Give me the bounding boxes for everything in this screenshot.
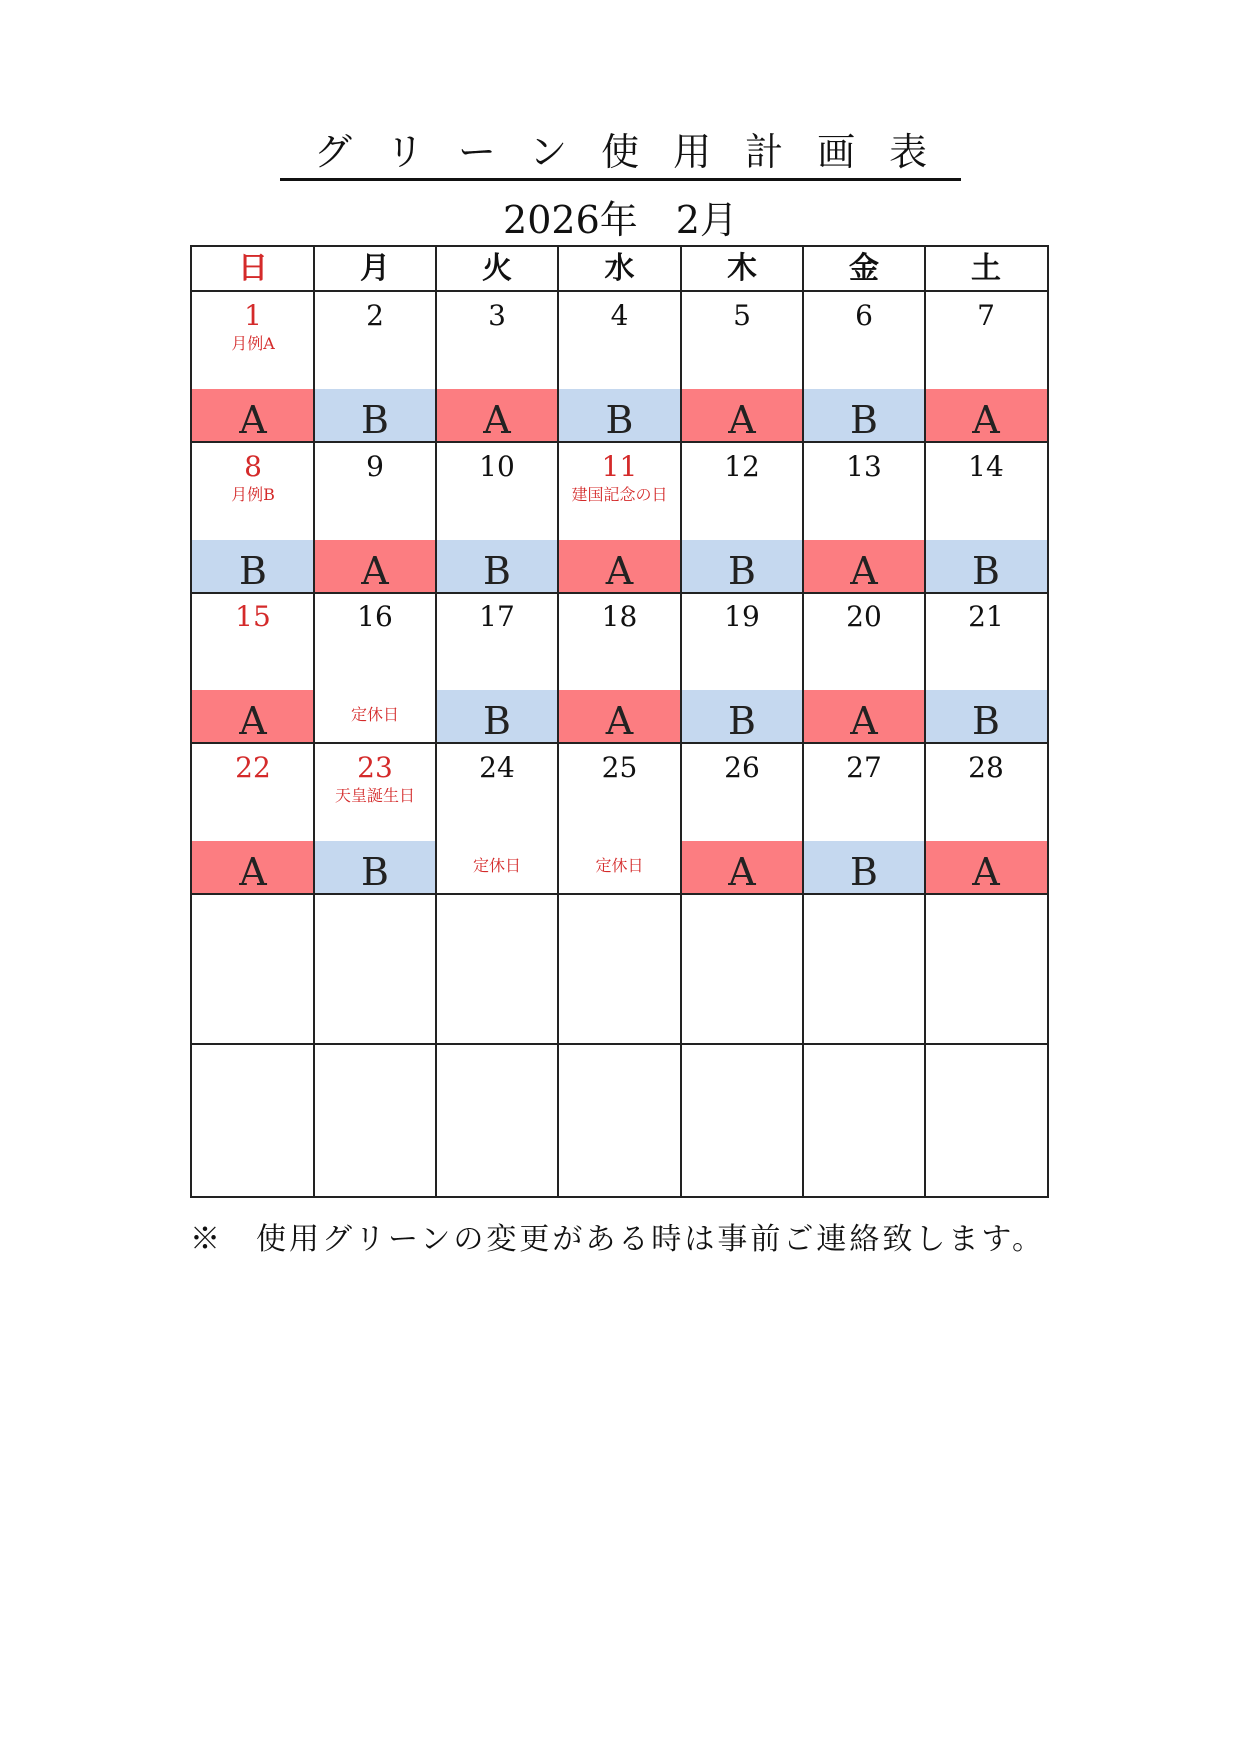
day-number: 1 bbox=[244, 299, 262, 332]
empty-day-cell bbox=[436, 894, 558, 1043]
green-usage-a: A bbox=[681, 841, 803, 893]
day-number: 15 bbox=[235, 600, 271, 633]
day-cell-3 bbox=[436, 292, 558, 441]
column-divider bbox=[435, 247, 437, 1196]
day-cell-16 bbox=[314, 593, 436, 742]
page-title-text: グリーン使用計画表 bbox=[280, 128, 961, 181]
empty-day-cell bbox=[192, 1045, 314, 1194]
column-divider bbox=[802, 247, 804, 1196]
green-usage-a: A bbox=[925, 841, 1047, 893]
green-usage-a: A bbox=[558, 690, 681, 742]
empty-day-cell bbox=[436, 1045, 558, 1194]
green-usage-b: B bbox=[681, 540, 803, 592]
day-cell-9 bbox=[314, 443, 436, 592]
empty-day-cell bbox=[925, 1045, 1047, 1194]
weekday-header-2: 火 bbox=[482, 251, 512, 286]
day-number: 24 bbox=[479, 751, 515, 784]
green-usage-a: A bbox=[681, 389, 803, 441]
day-cell-23 bbox=[314, 744, 436, 893]
green-usage-a: A bbox=[192, 389, 314, 441]
weekday-header-5: 金 bbox=[849, 251, 879, 286]
closed-day-label: 定休日 bbox=[472, 856, 521, 875]
closed-day-label: 定休日 bbox=[595, 856, 644, 875]
day-number: 18 bbox=[601, 600, 638, 633]
page-title bbox=[0, 128, 1241, 181]
day-number: 21 bbox=[968, 600, 1004, 633]
calendar-week-row bbox=[192, 894, 1047, 1045]
day-number: 13 bbox=[846, 450, 882, 483]
day-cell-26 bbox=[681, 744, 803, 893]
weekday-header-row bbox=[192, 247, 1047, 292]
day-cell-19 bbox=[681, 593, 803, 742]
day-cell-20 bbox=[803, 593, 925, 742]
weekday-header-4: 木 bbox=[727, 251, 757, 286]
day-number: 22 bbox=[235, 751, 271, 784]
green-usage-b: B bbox=[436, 540, 558, 592]
day-number: 6 bbox=[855, 299, 873, 332]
day-cell-27 bbox=[803, 744, 925, 893]
calendar-week-row bbox=[192, 1045, 1047, 1196]
day-cell-15 bbox=[192, 593, 314, 742]
day-number: 19 bbox=[724, 600, 760, 633]
closed-day-label: 定休日 bbox=[350, 705, 399, 724]
weekday-header-6: 土 bbox=[971, 251, 1001, 286]
empty-day-cell bbox=[314, 894, 436, 1043]
day-cell-13 bbox=[803, 443, 925, 592]
green-usage-b: B bbox=[314, 841, 436, 893]
empty-day-cell bbox=[925, 894, 1047, 1043]
green-usage-b: B bbox=[314, 389, 436, 441]
day-cell-18 bbox=[558, 593, 681, 742]
day-number: 7 bbox=[977, 299, 995, 332]
day-cell-22 bbox=[192, 744, 314, 893]
empty-day-cell bbox=[803, 1045, 925, 1194]
green-usage-b: B bbox=[925, 540, 1047, 592]
day-cell-11 bbox=[558, 443, 681, 592]
day-cell-8 bbox=[192, 443, 314, 592]
weekday-header-0: 日 bbox=[238, 251, 268, 286]
day-number: 28 bbox=[968, 751, 1004, 784]
green-usage-b: B bbox=[436, 690, 558, 742]
day-cell-17 bbox=[436, 593, 558, 742]
green-usage-b: B bbox=[925, 690, 1047, 742]
day-number: 5 bbox=[733, 299, 751, 332]
day-cell-21 bbox=[925, 593, 1047, 742]
empty-day-cell bbox=[192, 894, 314, 1043]
day-number: 27 bbox=[846, 751, 882, 784]
day-number: 17 bbox=[479, 600, 515, 633]
day-cell-7 bbox=[925, 292, 1047, 441]
green-usage-a: A bbox=[925, 389, 1047, 441]
day-number: 26 bbox=[724, 751, 760, 784]
day-number: 23 bbox=[357, 751, 393, 784]
day-cell-1 bbox=[192, 292, 314, 441]
green-usage-a: A bbox=[192, 690, 314, 742]
day-number: 2 bbox=[366, 299, 384, 332]
day-number: 12 bbox=[724, 450, 760, 483]
day-note: 月例B bbox=[231, 485, 275, 504]
month-heading: 2026年 2月 bbox=[503, 198, 738, 242]
day-cell-14 bbox=[925, 443, 1047, 592]
green-usage-a: A bbox=[436, 389, 558, 441]
calendar-week-row bbox=[192, 292, 1047, 443]
day-number: 8 bbox=[244, 450, 262, 483]
footnote: ※ 使用グリーンの変更がある時は事前ご連絡致します。 bbox=[190, 1222, 1045, 1257]
empty-day-cell bbox=[803, 894, 925, 1043]
day-note: 天皇誕生日 bbox=[334, 786, 415, 805]
calendar-week-row bbox=[192, 744, 1047, 895]
day-cell-5 bbox=[681, 292, 803, 441]
day-cell-6 bbox=[803, 292, 925, 441]
day-number: 14 bbox=[968, 450, 1004, 483]
day-cell-2 bbox=[314, 292, 436, 441]
green-usage-b: B bbox=[558, 389, 681, 441]
empty-day-cell bbox=[681, 894, 803, 1043]
calendar-table bbox=[190, 245, 1049, 1198]
empty-day-cell bbox=[558, 1045, 681, 1194]
day-cell-28 bbox=[925, 744, 1047, 893]
empty-day-cell bbox=[681, 1045, 803, 1194]
day-number: 20 bbox=[846, 600, 882, 633]
day-number: 16 bbox=[357, 600, 393, 633]
day-number: 25 bbox=[601, 751, 638, 784]
green-usage-b: B bbox=[803, 389, 925, 441]
green-usage-a: A bbox=[803, 540, 925, 592]
green-usage-b: B bbox=[192, 540, 314, 592]
column-divider bbox=[680, 247, 682, 1196]
green-usage-a: A bbox=[314, 540, 436, 592]
day-number: 9 bbox=[366, 450, 384, 483]
calendar-week-row bbox=[192, 593, 1047, 744]
calendar-week-row bbox=[192, 443, 1047, 594]
empty-day-cell bbox=[558, 894, 681, 1043]
green-usage-a: A bbox=[558, 540, 681, 592]
day-cell-24 bbox=[436, 744, 558, 893]
green-usage-b: B bbox=[681, 690, 803, 742]
column-divider bbox=[924, 247, 926, 1196]
day-note: 建国記念の日 bbox=[571, 485, 668, 504]
weekday-header-1: 月 bbox=[360, 251, 390, 286]
day-cell-25 bbox=[558, 744, 681, 893]
column-divider bbox=[313, 247, 315, 1196]
day-cell-4 bbox=[558, 292, 681, 441]
day-number: 3 bbox=[488, 299, 506, 332]
empty-day-cell bbox=[314, 1045, 436, 1194]
day-number: 4 bbox=[610, 299, 629, 332]
day-cell-12 bbox=[681, 443, 803, 592]
day-note: 月例A bbox=[231, 334, 275, 353]
day-number: 11 bbox=[601, 450, 638, 483]
green-usage-a: A bbox=[192, 841, 314, 893]
column-divider bbox=[557, 247, 559, 1196]
green-usage-b: B bbox=[803, 841, 925, 893]
day-cell-10 bbox=[436, 443, 558, 592]
weekday-header-3: 水 bbox=[604, 251, 635, 286]
day-number: 10 bbox=[479, 450, 515, 483]
green-usage-a: A bbox=[803, 690, 925, 742]
